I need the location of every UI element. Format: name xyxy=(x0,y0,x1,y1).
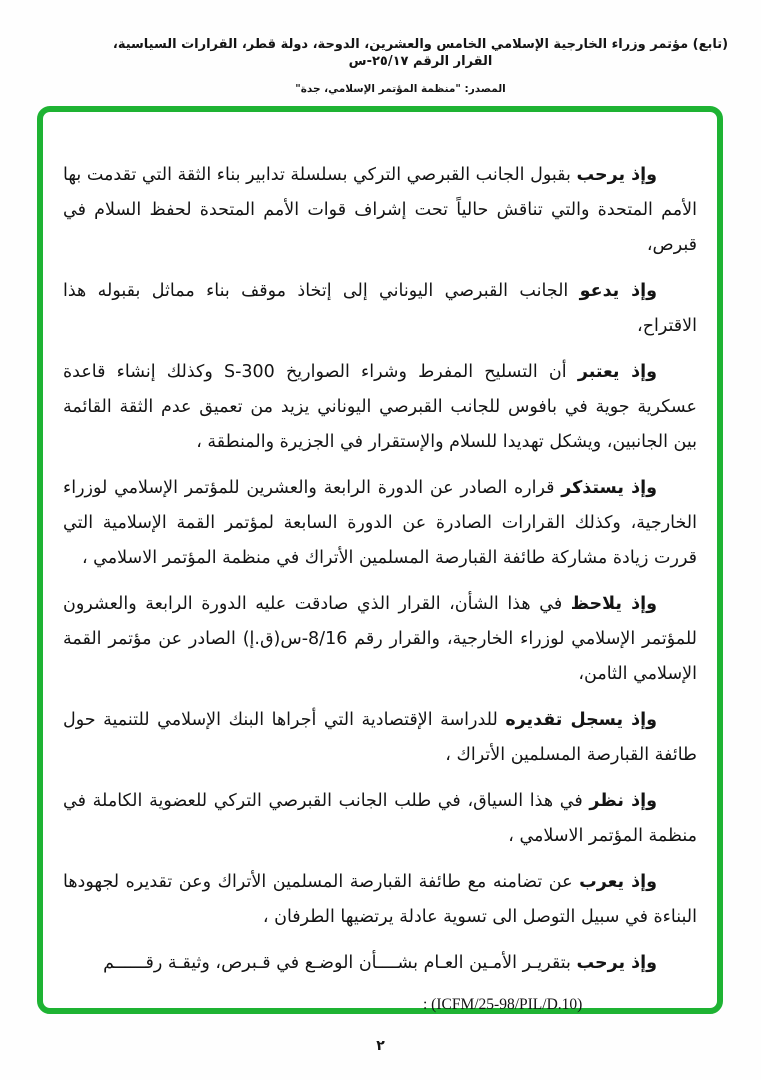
paragraph-body: بتقريـر الأمـين العـام بشــــأن الوضـع في قـبرص، وثيقـة رقــــــم xyxy=(103,953,577,973)
paragraph-lead: وإذ يعرب xyxy=(579,872,657,892)
resolution-paragraph xyxy=(63,784,697,854)
paragraph-body: عن تضامنه مع طائفة القبارصة المسلمين الأتراك وعن تقديره لجهودها البناءة في سبيل التوصل الى تسوية عادلة يرتضيها الطرفان ، xyxy=(63,872,697,927)
paragraph-body: في هذا السياق، في طلب الجانب القبرصي التركي للعضوية الكاملة في منظمة المؤتمر الاسلامي ، xyxy=(63,791,697,846)
resolution-paragraph xyxy=(63,274,697,344)
paragraph-lead: وإذ يدعو xyxy=(579,281,657,301)
resolution-text xyxy=(43,112,717,1013)
doc-header xyxy=(0,36,761,96)
paragraph-lead: وإذ يلاحظ xyxy=(570,594,657,614)
resolution-paragraph xyxy=(63,946,697,981)
paragraph-lead: وإذ يسجل تقديره xyxy=(505,710,657,730)
paragraph-lead: وإذ يستذكر xyxy=(561,478,657,498)
paragraph-body: بقبول الجانب القبرصي التركي بسلسلة تدابير بناء الثقة التي تقدمت بها الأمم المتحدة والتي تناقش حالياً تحت إشراف قوات الأمم المتحدة لحفظ السلام في قبرص، xyxy=(63,165,697,255)
paragraph-body: أن التسليح المفرط وشراء الصواريخ S-300 وكذلك إنشاء قاعدة عسكرية جوية في بافوس للجانب القبرصي اليوناني يزيد من تعميق عدم الثقة القائمة بين الجانبين، ويشكل تهديدا للسلام والإستقرار في الجزيرة والمنطقة ، xyxy=(63,362,697,452)
paragraph-body: قراره الصادر عن الدورة الرابعة والعشرين للمؤتمر الإسلامي لوزراء الخارجية، وكذلك القرارات الصادرة عن الدورة السابعة لمؤتمر القمة الإسلامية التي قررت زيادة مشاركة طائفة القبارصة المسلمين الأتراك في منظمة المؤتمر الاسلامي ، xyxy=(63,478,697,568)
resolution-paragraph xyxy=(63,703,697,773)
document-reference: : (ICFM/25-98/PIL/D.10) xyxy=(423,996,583,1013)
content-border-box xyxy=(37,106,723,1014)
resolution-paragraph xyxy=(63,355,697,460)
resolution-paragraph xyxy=(63,587,697,692)
paragraph-lead: وإذ يرحب xyxy=(576,953,657,973)
paragraph-lead: وإذ يعتبر xyxy=(577,362,657,382)
header-title: (تابع) مؤتمر وزراء الخارجية الإسلامي الخامس والعشرين، الدوحة، دولة قطر، القرارات السياسية، القرار الرقم ٢٥/١٧-س xyxy=(112,37,729,69)
page-number: ٢ xyxy=(376,1038,385,1054)
paragraph-lead: وإذ يرحب xyxy=(576,165,658,185)
resolution-paragraph xyxy=(63,865,697,935)
paragraph-body: للدراسة الإقتصادية التي أجراها البنك الإسلامي للتنمية حول طائفة القبارصة المسلمين الأتراك ، xyxy=(63,710,697,765)
resolution-paragraph xyxy=(63,158,697,263)
paragraph-lead: وإذ نظر xyxy=(589,791,657,811)
paragraph-body: في هذا الشأن، القرار الذي صادقت عليه الدورة الرابعة والعشرون للمؤتمر الإسلامي لوزراء الخارجية، والقرار رقم 8/16-س(ق.إ) الصادر عن مؤتمر القمة الإسلامي الثامن، xyxy=(63,594,697,684)
resolution-paragraph xyxy=(63,471,697,576)
paragraph-body: الجانب القبرصي اليوناني إلى إتخاذ موقف بناء مماثل بقبوله هذا الاقتراح، xyxy=(63,281,697,336)
header-source: المصدر: "منظمة المؤتمر الإسلامي، جدة" xyxy=(295,83,506,95)
